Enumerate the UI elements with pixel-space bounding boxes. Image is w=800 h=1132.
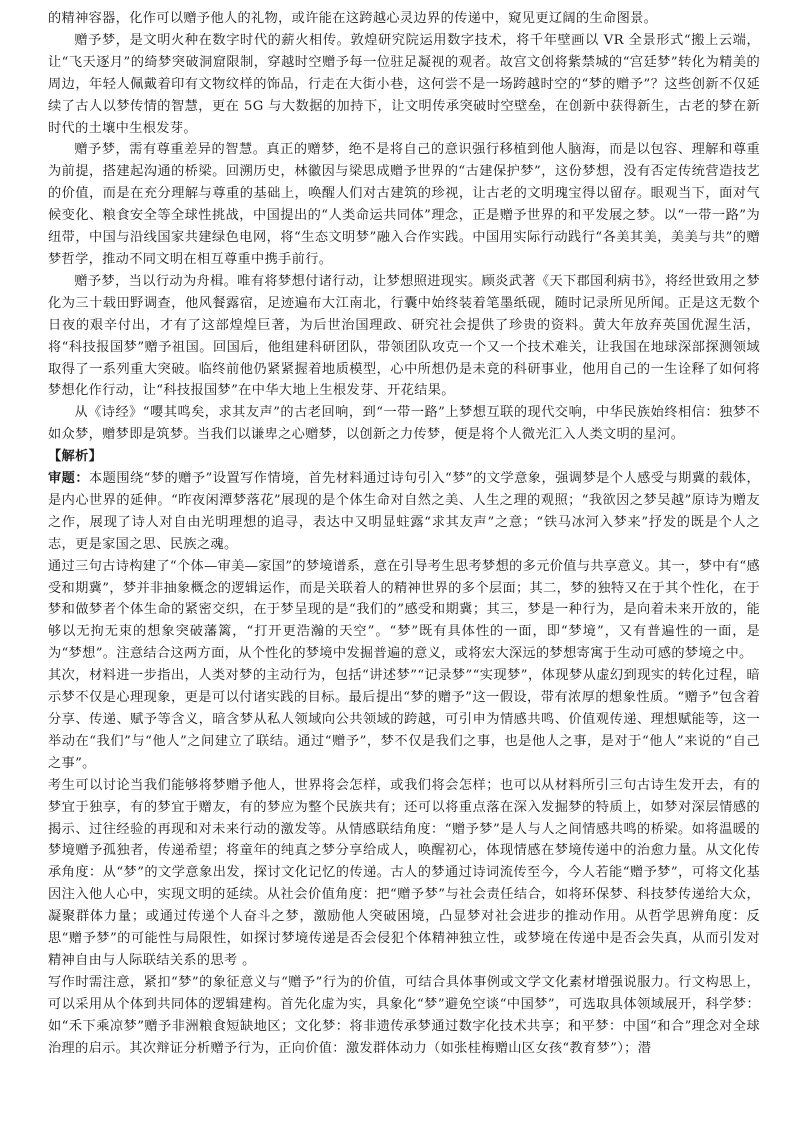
document-page (48, 8, 760, 1060)
essay-paragraph-digital-heritage: 赠予梦，是文明火种在数字时代的薪火相传。敦煌研究院运用数字技术，将千年壁画以 VR 全景形式“搬上云端，让“飞天逐月”的绮梦突破洞窟限制，穿越时空赠予每一位驻足凝视的观者。故宫文创将紫禁城的“宫廷梦”转化为精美的周边，年轻人佩戴着印有文物纹样的饰品，行走在大街小巷，这何尝不是一场跨越时空的“梦的赠予”？这些创新不仅延续了古人以梦传情的智慧，更在 5G 与大数据的加持下，让文明传承突破时空壁垒，在创新中获得新生，古老的梦在新时代的土壤中生根发芽。 (48, 32, 760, 136)
analysis-paragraph-prompt-text: 本题围绕“梦的赠予”设置写作情境，首先材料通过诗句引入“梦”的文学意象，强调梦是个人感受与期冀的载体，是内心世界的延伸。“昨夜闲潭梦落花”展现的是个体生命对自然之美、人生之理的观照；“我欲因之梦吴越”原诗为赠友之作，展现了诗人对自由光明理想的追寻，表达中又明显蛀露“求其友声”之意；“铁马冰河入梦来”抒发的既是个人之志，更是家国之思、民族之魂。 (48, 471, 760, 552)
analysis-paragraph-writing-tips: 写作时需注意，紧扣“梦”的象征意义与“赠予”行为的价值，可结合具体事例或文学文化素材增强说服力。行文构思上，可以采用从个体到共同体的逻辑建构。首先化虚为实，具象化“梦”避免空谈“中国梦”，可选取具体领域展开，科学梦：如“禾下乘凉梦”赠予非洲粮食短缺地区；文化梦：将非遗传承梦通过数字化技术共享；和平梦：中国“和合”理念对全球治理的启示。其次辩证分析赠予行为，正向价值：激发群体动力（如张桂梅赠山区女孩“教育梦”）；潜 (48, 974, 760, 1056)
analysis-heading: 【解析】 (48, 449, 103, 465)
shenti-label: 审题： (48, 471, 89, 487)
analysis-paragraph-prompt (48, 468, 760, 556)
analysis-paragraph-angles: 考生可以讨论当我们能够将梦赠予他人，世界将会怎样，或我们将会怎样；也可以从材料所引三句古诗生发开去，有的梦宜于独享，有的梦宜于赠友，有的梦应为整个民族共有；还可以将重点落在深入发掘梦的特质上，如梦对深层情感的揭示、过往经验的再现和对未来行动的激发等。从情感联结角度：“赠予梦”是人与人之间情感共鸣的桥梁。如将温暖的梦境赠予孤独者，传递希望；将童年的纯真之梦分享给成人，唤醒初心，体现情感在梦境传递中的治愈力量。从文化传承角度：从“梦”的文学意象出发，探讨文化记忆的传递。古人的梦通过诗词流传至今，今人若能“赠予梦”，可将文化基因注入他人心中，实现文明的延续。从社会价值角度：把“赠予梦”与社会责任结合，如将环保梦、科技梦传递给大众，凝聚群体力量；或通过传递个人奋斗之梦，激励他人突破困境，凸显梦对社会进步的推动作用。从哲学思辨角度：反思“赠予梦”的可能性与局限性，如探讨梦境传递是否会侵犯个体精神独立性，或梦境在传递中是否会失真，从而引发对精神自由与人际联结关系的思考 。 (48, 777, 760, 968)
essay-paragraph-continued: 的精神容器，化作可以赠予他人的礼物，或许能在这跨越心灵边界的传递中，窥见更辽阔的生命图景。 (48, 11, 658, 26)
essay-paragraph-conclusion: 从《诗经》“嘤其鸣矣，求其友声”的古老回响，到“一带一路”上梦想互联的现代交响，中华民族始终相信：独梦不如众梦，赠梦即是筑梦。当我们以谦卑之心赠梦，以创新之力传梦，便是将个人微光汇入人类文明的星河。 (48, 405, 760, 443)
essay-paragraph-action: 赠予梦，当以行动为舟楫。唯有将梦想付诸行动，让梦想照进现实。顾炎武著《天下郡国利病书》，将经世致用之梦化为三十载田野调查，他风餐露宿，足迹遍布大江南北，行囊中始终装着笔墨纸砚，随时记录所见所闻。正是这无数个日夜的艰辛付出，才有了这部煌煌巨著，为后世治国理政、研究社会提供了珍贵的资料。黄大年放弃英国优渥生活，将“科技报国梦”赠予祖国。回国后，他组建科研团队，带领团队攻克一个又一个技术难关，让我国在地球深部探测领域取得了一系列重大突破。临终前他仍紧紧握着地质模型，心中所想仍是未竟的科研事业，他用自己的一生诠释了如何将梦想化作行动，让“科技报国梦”在中华大地上生根发芽、开花结果。 (48, 273, 760, 399)
analysis-paragraph-dream-spectrum: 通过三句古诗构建了“个体—审美—家国”的梦境谱系，意在引导考生思考梦想的多元价值与共享意义。其一，梦中有“感受和期冀”，梦并非抽象概念的逻辑运作，而是关联着人的精神世界的多个层面；其二，梦的独特又在于其个性化，在于梦和做梦者个体生命的紧密交织，在于梦呈现的是“我们的”感受和期冀；其三，梦是一种行为，是向着未来开放的，能够以无拘无束的想象突破藩篱，“打开更浩瀚的天空”。“梦”既有具体性的一面，即“梦境”，又有普遍性的一面，是为“梦想”。注意结合这两方面，从个性化的梦境中发掘普遍的意义，或将宏大深远的梦想寄寓于生动可感的梦境之中。 (48, 558, 760, 662)
essay-paragraph-respect-difference: 赠予梦，需有尊重差异的智慧。真正的赠梦，绝不是将自己的意识强行移植到他人脑海，而是以包容、理解和尊重为前提，搭建起沟通的桥梁。回溯历史，林徽因与梁思成赠予世界的“古建保护梦”，这份梦想，没有否定传统营造技艺的价值，而是在充分理解与尊重的基础上，唤醒人们对古建筑的珍视，让古老的文明瑰宝得以留存。眼观当下，面对气候变化、粮食安全等全球性挑战，中国提出的“人类命运共同体”理念，正是赠予世界的和平发展之梦。以“一带一路”为纽带，中国与沿线国家共建绿色电网，将“生态文明梦”融入合作实践。中国用实际行动践行“各美其美，美美与共”的赠梦哲学，推动不同文明在相互尊重中携手前行。 (48, 142, 760, 267)
analysis-paragraph-gift: 其次，材料进一步指出，人类对梦的主动行为，包括“讲述梦”“记录梦”“实现梦”，体现梦从虚幻到现实的转化过程，暗示梦不仅是心理现象，更是可以付诸实践的目标。最后提出“梦的赠予”这一假设，带有浓厚的想象性质。“赠予”包含着分享、传递、赋予等含义，暗含梦从私人领域向公共领域的跨越，可引申为情感共鸣、价值观传递、理想赋能等，这一举动在“我们”与“他人”之间建立了联结。通过“赠予”，梦不仅是我们之事，也是他人之事，是对于“他人”来说的“自己之事”。 (48, 668, 760, 771)
